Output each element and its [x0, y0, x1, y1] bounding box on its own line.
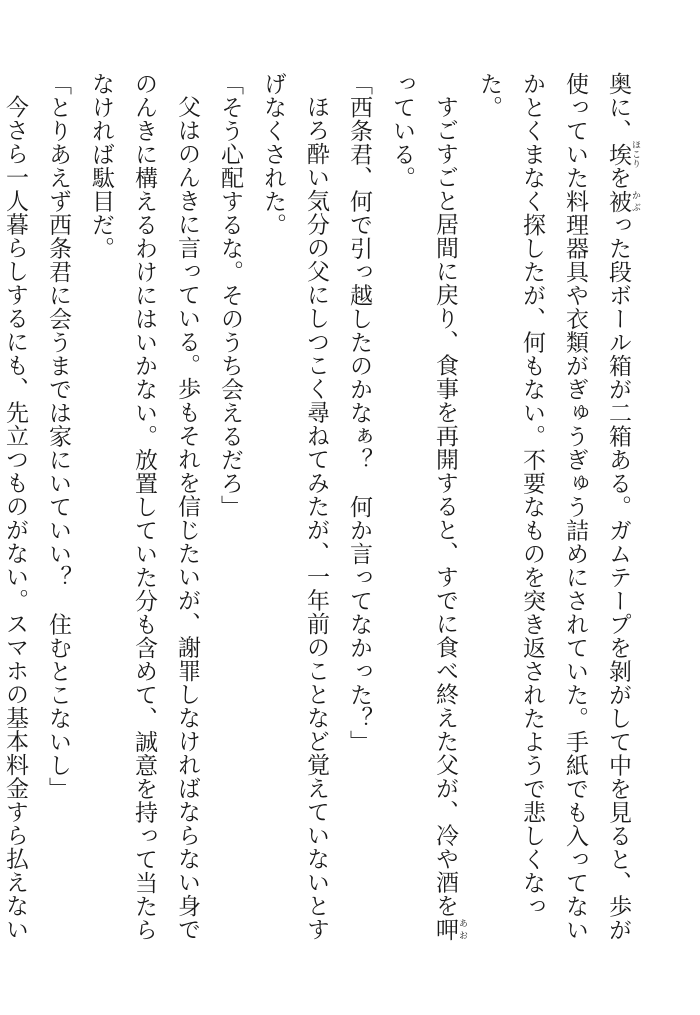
ruby-annotated-word [432, 917, 467, 942]
paragraph [337, 72, 380, 952]
body-text [0, 72, 640, 952]
text-run: った段ボール箱が二箱ある。ガムテープを剝がして中を見ると、歩が使っていた料理器具や衣類がぎゅうぎゅう詰めにされていた。手紙でも入ってないかとくまなく探したが、何もない。不要なものを突き返されたようで悲しくなった。 [476, 72, 631, 942]
text-run: 「そう心配するな。そのうち会えるだろ」 [217, 72, 243, 519]
paragraph [467, 72, 640, 952]
text-run: を [605, 166, 631, 190]
text-run: 父はのんきに言っている。歩もそれを信じたいが、謝罪しなければならない身でのんきに構えるわけにはいかない。放置していた分も含めて、誠意を持って当たらなければ駄目だ。 [88, 72, 200, 942]
ruby-base: 埃 [605, 140, 631, 169]
text-run: ほろ酔い気分の父にしつこく尋ねてみたが、一年前のことなど覚えていないとすげなくされた。 [260, 72, 329, 941]
text-run: 「とりあえず西条君に会うまでは家にいていい？ 住むとこないし」 [45, 72, 71, 801]
text-run: 「西条君、何で引っ越したのかなぁ？ 何か言ってなかった？」 [346, 72, 372, 754]
ruby-base: 被 [605, 189, 631, 213]
ruby-annotated-word [605, 140, 640, 169]
text-run: すごすごと居間に戻り、食事を再開すると、すでに食べ終えた父が、冷や酒を [432, 95, 458, 918]
furigana: ほこり [630, 140, 640, 169]
paragraph [0, 72, 36, 952]
text-run: 今さら一人暮らしするにも、先立つものがない。スマホの基本料金すら払えない [2, 95, 28, 941]
text-run: 奥に、 [605, 72, 631, 143]
furigana: かぶ [630, 189, 640, 213]
furigana: あお [457, 917, 467, 941]
paragraph [251, 72, 337, 952]
paragraph [79, 72, 208, 952]
paragraph [380, 72, 467, 952]
paragraph [36, 72, 79, 952]
paragraph [208, 72, 251, 952]
ruby-annotated-word [605, 189, 640, 214]
ruby-base: 呷 [432, 917, 458, 941]
text-run: っている。 [389, 72, 415, 190]
